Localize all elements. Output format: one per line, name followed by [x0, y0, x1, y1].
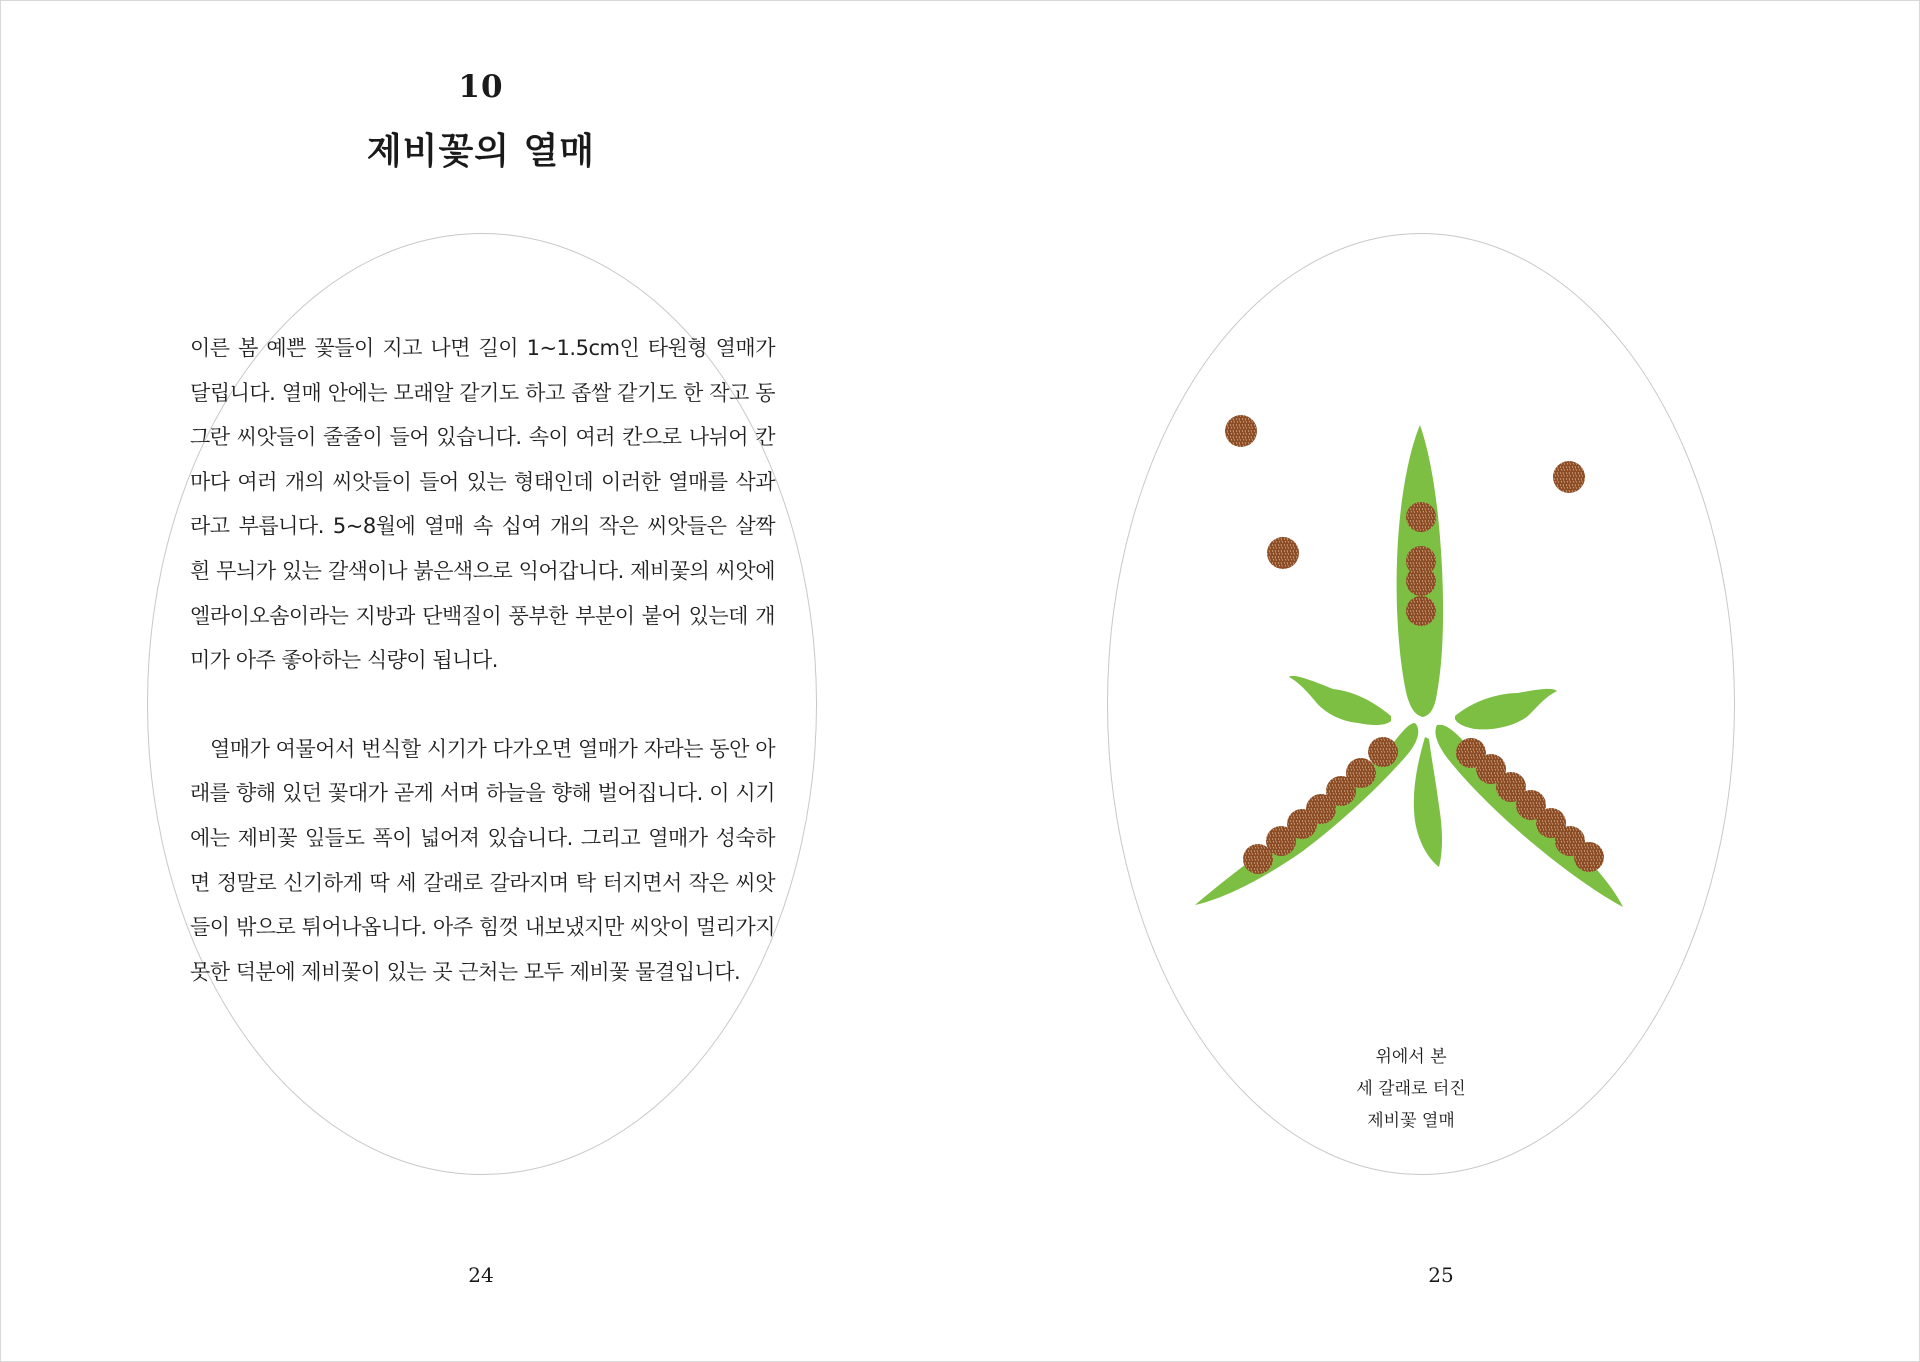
chapter-title: 제비꽃의 열매 [366, 131, 596, 172]
seed [1267, 537, 1299, 569]
sepal-bottom [1414, 737, 1442, 867]
paragraph-2: 열매가 여물어서 번식할 시기가 다가오면 열매가 자라는 동안 아래를 향해 있던 꽃대가 곧게 서며 하늘을 향해 벌어집니다. 이 시기에는 제비꽃 잎들도 폭이 넓어져 있습니다. 그리고 열매가 성숙하면 정말로 신기하게 딱 세 갈래로 갈라지며 탁 터지면서 작은 씨앗들이 밖으로 튀어나옵니다. 아주 힘껏 내보냈지만 씨앗이 멀리가지 못한 덕분에 제비꽃이 있는 곳 근처는 모두 제비꽃 물결입니다. [190, 736, 775, 984]
seed [1346, 758, 1376, 788]
seed [1406, 566, 1436, 596]
illustration-caption [1291, 1041, 1531, 1137]
caption-line: 위에서 본 [1375, 1047, 1447, 1067]
seed [1368, 737, 1398, 767]
seed [1574, 842, 1604, 872]
paragraph-1: 이른 봄 예쁜 꽃들이 지고 나면 길이 1~1.5cm인 타원형 열매가 달립니다. 열매 안에는 모래알 같기도 하고 좁쌀 같기도 한 작고 동그란 씨앗들이 줄줄이 들어 있습니다. 속이 여러 칸으로 나뉘어 칸마다 여러 개의 씨앗들이 들어 있는 형태인데 이러한 열매를 삭과라고 부릅니다. 5~8월에 열매 속 십여 개의 작은 씨앗들은 살짝 흰 무늬가 있는 갈색이나 붉은색으로 익어갑니다. 제비꽃의 씨앗에 엘라이오솜이라는 지방과 단백질이 풍부한 부분이 붙어 있는데 개미가 아주 좋아하는 식량이 됩니다. [190, 336, 775, 673]
violet-seed-pod-illustration [1193, 411, 1673, 931]
seeds-bottom-left-pod [1243, 737, 1398, 874]
caption-line: 세 갈래로 터진 [1356, 1079, 1466, 1099]
seed [1553, 461, 1585, 493]
seed [1406, 502, 1436, 532]
seed [1225, 415, 1257, 447]
left-page [1, 1, 961, 1362]
right-page [961, 1, 1920, 1362]
seed [1406, 596, 1436, 626]
caption-line: 제비꽃 열매 [1367, 1111, 1455, 1131]
page-number-right: 25 [1428, 1263, 1454, 1287]
page-number-left: 24 [468, 1263, 494, 1287]
sepal-upper-left [1289, 676, 1391, 725]
chapter-number: 10 [458, 69, 504, 105]
sepal-upper-right [1455, 689, 1557, 730]
seeds-bottom-right-pod [1456, 738, 1604, 872]
seeds-top-pod [1406, 502, 1436, 626]
body-text [190, 326, 775, 994]
